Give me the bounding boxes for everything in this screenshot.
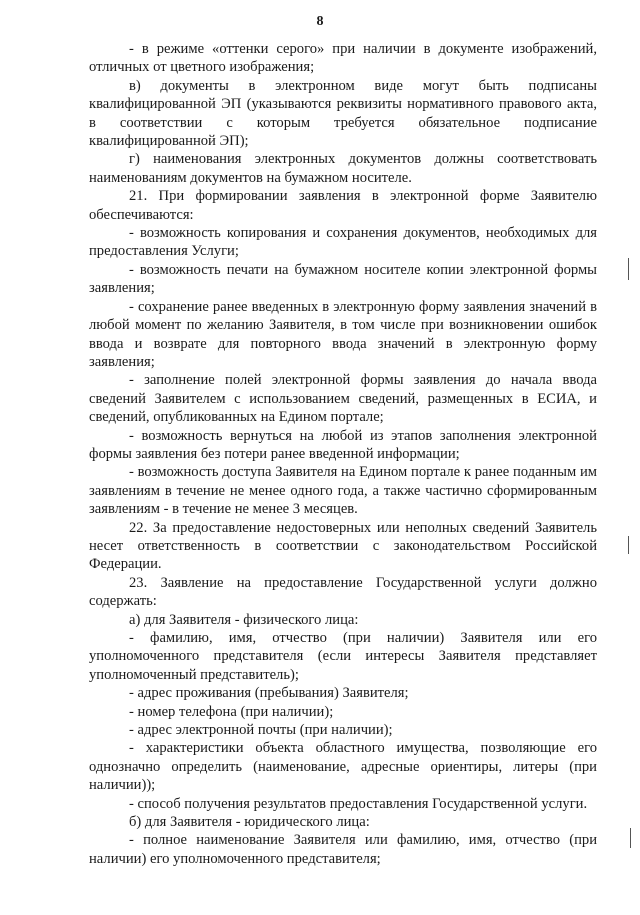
paragraph: - заполнение полей электронной формы заявления до начала ввода сведений Заявителем с использованием сведений, размещенных в ЕСИА, и сведений, опубликованных на Едином портале; (89, 372, 597, 426)
paragraph: - в режиме «оттенки серого» при наличии в документе изображений, отличных от цветного изображения; (89, 41, 597, 76)
paragraph: - адрес проживания (пребывания) Заявителя; (129, 685, 409, 702)
paragraph: - возможность печати на бумажном носителе копии электронной формы заявления; (89, 261, 597, 297)
paragraph: 23. Заявление на предоставление Государственной услуги должно содержать: (89, 574, 597, 610)
scan-artifact (628, 536, 629, 554)
paragraph: - возможность копирования и сохранения документов, необходимых для предоставления Услуги; (89, 225, 597, 260)
paragraph: - возможность доступа Заявителя на Едином портале к ранее поданным им заявлениям в течение не менее одного года, а также частично сформированным заявлениям - в течение не менее 3 месяцев. (89, 464, 597, 518)
paragraph: 21. При формировании заявления в электронной форме Заявителю обеспечиваются: (89, 188, 597, 223)
scan-artifact (630, 828, 631, 848)
paragraph: - номер телефона (при наличии); (129, 703, 334, 720)
paragraph: - характеристики объекта областного имущества, позволяющие его однозначно определить (наименование, адресные ориентиры, литеры (при наличии)); (89, 740, 597, 794)
paragraph: - способ получения результатов предоставления Государственной услуги. (129, 795, 588, 812)
page-number: 8 (316, 14, 324, 29)
paragraph: 22. За предоставление недостоверных или неполных сведений Заявитель несет ответственность в соответствии с законодательством Российской Федерации. (89, 519, 597, 573)
paragraph: - адрес электронной почты (при наличии); (129, 722, 393, 739)
paragraph: - сохранение ранее введенных в электронную форму заявления значений в любой момент по желанию Заявителя, в том числе при возникновении ошибок ввода и возврате для повторного ввода значений в электронную форму заявления; (89, 298, 597, 370)
paragraph: - возможность вернуться на любой из этапов заполнения электронной формы заявления без потери ранее введенной информации; (89, 427, 597, 462)
paragraph: - фамилию, имя, отчество (при наличии) Заявителя или его уполномоченного представителя (если интересы Заявителя представляет уполномоченный представитель); (89, 630, 597, 683)
paragraph: в) документы в электронном виде могут быть подписаны квалифицированной ЭП (указываются реквизиты нормативного правового акта, в соответствии с которым требуется обязательное подписание квалифицированной ЭП); (89, 77, 597, 150)
scan-artifact (628, 258, 629, 280)
paragraph: г) наименования электронных документов должны соответствовать наименованиям документов на бумажном носителе. (89, 151, 597, 186)
paragraph: - полное наименование Заявителя или фамилию, имя, отчество (при наличии) его уполномоченного представителя; (89, 832, 597, 867)
document-body (89, 40, 597, 868)
paragraph: а) для Заявителя - физического лица: (129, 611, 359, 628)
paragraph: б) для Заявителя - юридического лица: (129, 814, 370, 831)
